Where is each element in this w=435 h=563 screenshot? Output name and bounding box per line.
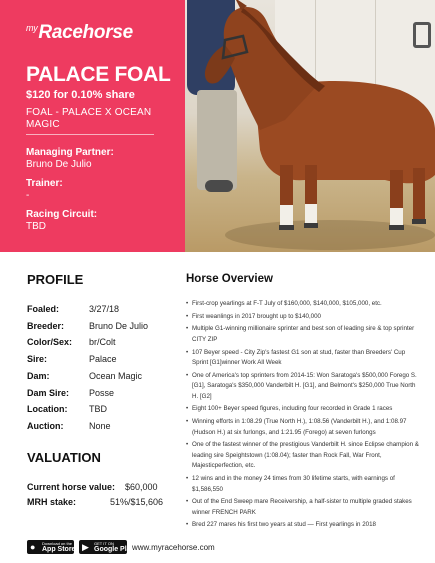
profile-row	[27, 321, 177, 333]
overview-bullet: • Winning efforts in 1:08.29 (True North H.), 1:08.56 (Vanderbilt H.), and 1:08.97 (Hudson H.) at six furlongs, and 1:21.95 (Forego) at seven furlongs	[186, 417, 421, 438]
profile-heading: PROFILE	[27, 272, 84, 287]
overview-bullet: • Out of the End Sweep mare Receivership, a half-sister to multiple graded stakes winner FRENCH PARK	[186, 497, 421, 518]
trainer-value: -	[26, 190, 30, 201]
share-price: $120 for 0.10% share	[26, 89, 135, 101]
overview-bullet: • One of America's top sprinters from 2014-15: Won Saratoga's $500,000 Forego S. [G1], Saratoga's $350,000 Vanderbilt H. [G1], and Belmont's $250,000 True North H. [G2]	[186, 371, 421, 403]
profile-row	[27, 337, 177, 349]
current-value-label: Current horse value:	[27, 482, 116, 492]
overview-bullet: • First-crop yearlings at F-T July of $160,000, $140,000, $105,000, etc.	[186, 299, 421, 310]
foal-pedigree-line: FOAL - PALACE X OCEAN MAGIC	[26, 107, 152, 130]
profile-row	[27, 421, 177, 433]
profile-value: 3/27/18	[89, 304, 120, 314]
stake-row	[27, 497, 164, 507]
overview-bullet: • Eight 100+ Beyer speed figures, including four recorded in Grade 1 races	[186, 404, 421, 415]
overview-bullet: • Bred 227 mares his first two years at stud — First yearlings in 2018	[186, 520, 421, 531]
profile-row	[27, 404, 177, 416]
overview-bullet: • One of the fastest winner of the prestigious Vanderbilt H. since Eclipse champion & leading sire Speightstown (1:08.04); faster than Rock Fall, War Front, Majesticperfection, etc.	[186, 440, 421, 472]
valuation-heading: VALUATION	[27, 450, 101, 465]
stake-label: MRH stake:	[27, 497, 77, 507]
website-link[interactable]: www.myracehorse.com	[132, 543, 215, 552]
managing-partner-label: Managing Partner:	[26, 147, 114, 158]
profile-key: Breeder:	[27, 321, 65, 331]
profile-value: Posse	[89, 388, 115, 398]
managing-partner-value: Bruno De Julio	[26, 159, 92, 170]
header-divider	[26, 134, 154, 135]
header-info-panel	[0, 0, 185, 252]
app-store-button[interactable]: ● Download on the App Store	[27, 540, 74, 554]
profile-row	[27, 388, 177, 400]
profile-key: Location:	[27, 404, 68, 414]
profile-row	[27, 354, 177, 366]
horse-title: PALACE FOAL	[26, 63, 171, 86]
header-banner	[0, 0, 435, 252]
overview-list	[186, 299, 421, 533]
stake-amount: 51%/$15,606	[110, 497, 164, 507]
horse-photo	[185, 0, 435, 252]
apple-icon: ●	[30, 542, 36, 552]
overview-heading: Horse Overview	[186, 273, 273, 285]
myracehorse-logo: $^{my}$Racehorse	[26, 22, 133, 43]
overview-bullet: • 12 wins and in the money 24 times from 30 lifetime starts, with earnings of $1,586,550	[186, 474, 421, 495]
overview-bullet: • 107 Beyer speed - City Zip's fastest G1 son at stud, faster than Breeders' Cup Sprint [G1]winner Work All Week	[186, 348, 421, 369]
profile-key: Auction:	[27, 421, 64, 431]
profile-value: None	[89, 421, 111, 431]
current-value-row	[27, 482, 158, 492]
profile-value: TBD	[89, 404, 107, 414]
profile-key: Sire:	[27, 354, 48, 364]
profile-row	[27, 304, 177, 316]
profile-value: Palace	[89, 354, 117, 364]
overview-bullet: • Multiple G1-winning millionaire sprinter and best son of leading sire & top sprinter CITY ZIP	[186, 324, 421, 345]
profile-row	[27, 371, 177, 383]
overview-bullet: • First weanlings in 2017 brought up to $140,000	[186, 312, 421, 323]
racing-circuit-value: TBD	[26, 221, 46, 232]
google-play-button[interactable]: ▶ GET IT ON Google Play	[79, 540, 127, 554]
trainer-label: Trainer:	[26, 178, 63, 189]
google-play-icon: ▶	[82, 542, 89, 552]
profile-key: Color/Sex:	[27, 337, 73, 347]
profile-value: Bruno De Julio	[89, 321, 149, 331]
foal-illustration	[185, 0, 435, 252]
current-value-amount: $60,000	[125, 482, 158, 492]
profile-key: Dam:	[27, 371, 50, 381]
profile-key: Dam Sire:	[27, 388, 70, 398]
racing-circuit-label: Racing Circuit:	[26, 209, 98, 220]
profile-value: br/Colt	[89, 337, 116, 347]
profile-key: Foaled:	[27, 304, 60, 314]
profile-value: Ocean Magic	[89, 371, 143, 381]
